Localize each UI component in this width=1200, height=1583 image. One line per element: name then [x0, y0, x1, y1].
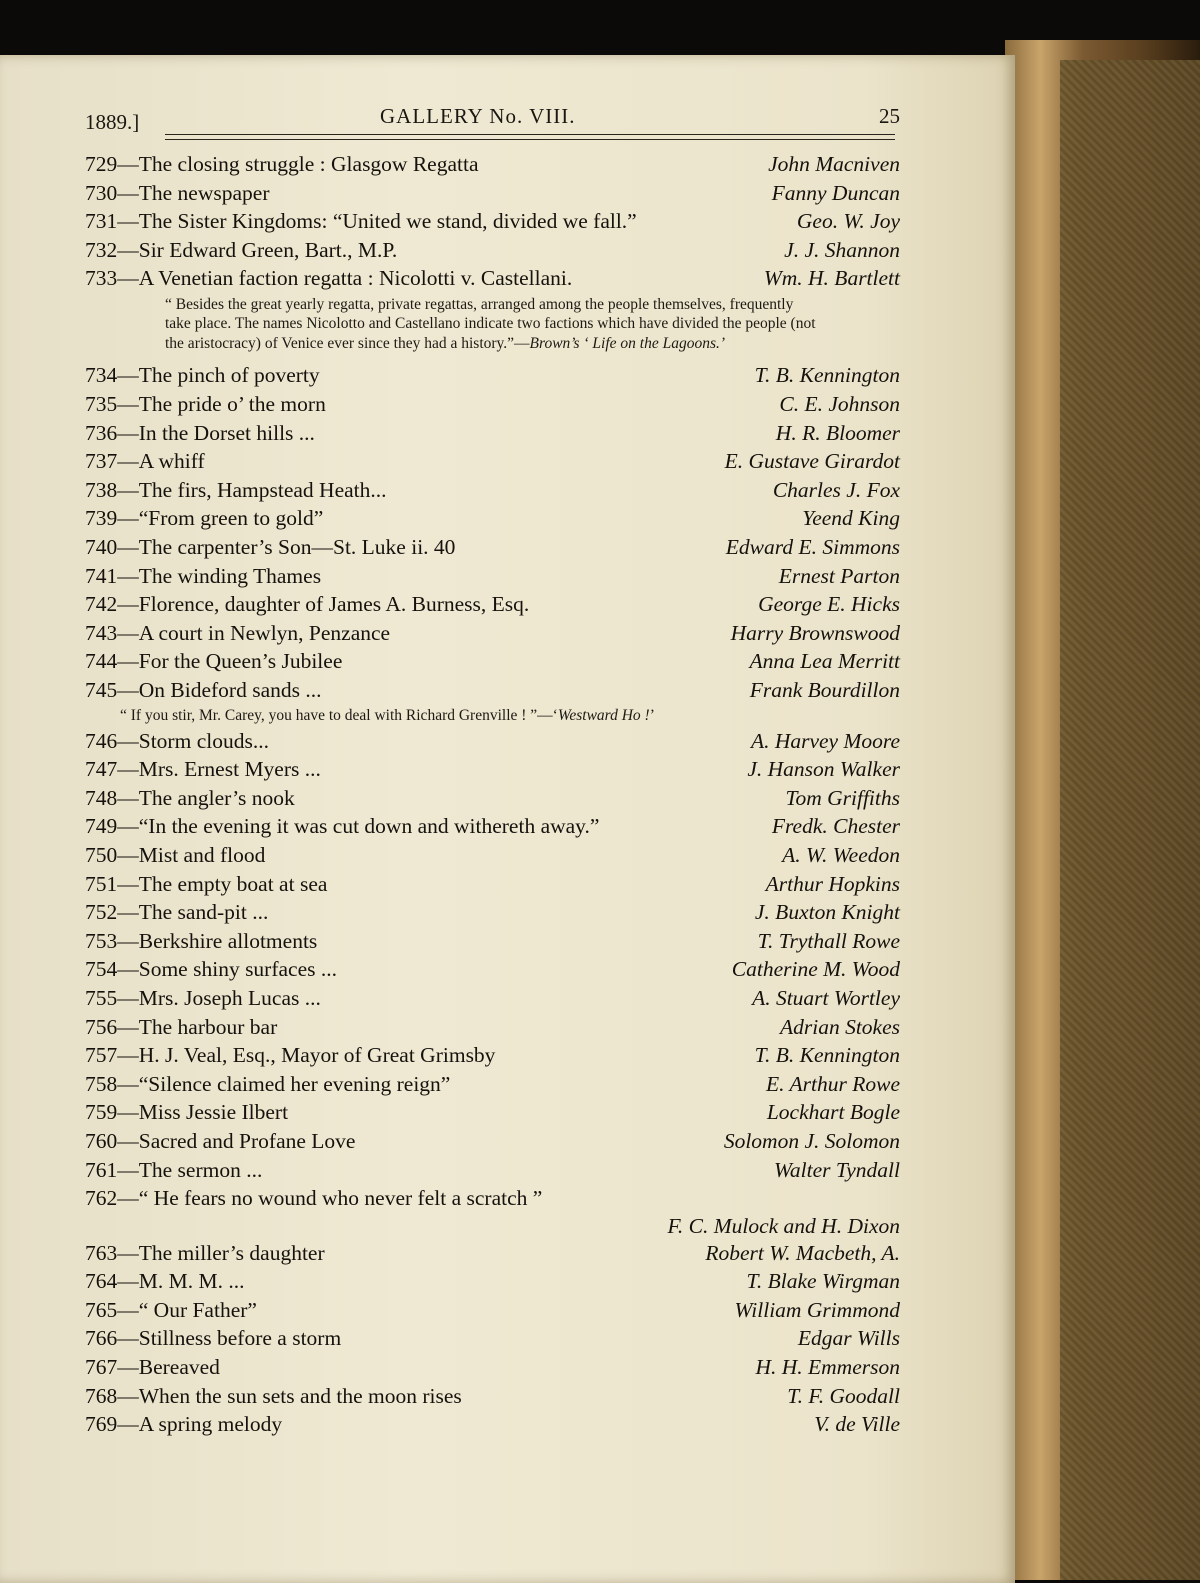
catalogue-list — [85, 150, 900, 1439]
header-gallery-title: GALLERY No. VIII. — [380, 104, 576, 128]
entry-artist: Lockhart Bogle — [766, 1100, 900, 1125]
entry-title: 750—Mist and flood — [85, 842, 266, 867]
catalogue-entry — [85, 812, 900, 841]
catalogue-entry — [85, 755, 900, 784]
entry-artist: H. R. Bloomer — [775, 420, 900, 445]
catalogue-entry — [85, 236, 900, 265]
quote-end: ’ — [649, 706, 655, 724]
entry-artist: T. B. Kennington — [754, 363, 900, 388]
header-year: 1889.] — [85, 110, 140, 134]
entry-artist: E. Gustave Girardot — [724, 449, 900, 474]
catalogue-entry — [85, 179, 900, 208]
entry-title: 732—Sir Edward Green, Bart., M.P. — [85, 237, 398, 262]
entry-artist: J. J. Shannon — [784, 237, 900, 262]
entry-title: 767—Bereaved — [85, 1355, 220, 1380]
catalogue-entry — [85, 984, 900, 1013]
entry-artist: Geo. W. Joy — [796, 209, 900, 234]
entry-artist: Walter Tyndall — [773, 1157, 900, 1182]
page-header — [85, 100, 900, 136]
catalogue-entry — [85, 264, 900, 293]
entry-artist: Anna Lea Merritt — [749, 649, 900, 674]
catalogue-entry — [85, 1156, 900, 1185]
entry-title: 759—Miss Jessie Ilbert — [85, 1100, 289, 1125]
entry-title: 730—The newspaper — [85, 180, 270, 205]
entry-artist: George E. Hicks — [758, 592, 900, 617]
entry-artist: Harry Brownswood — [730, 620, 900, 645]
entry-title: 762—“ He fears no wound who never felt a scratch ” — [85, 1186, 543, 1211]
entry-title: 747—Mrs. Ernest Myers ... — [85, 757, 321, 782]
entry-title: 742—Florence, daughter of James A. Burness, Esq. — [85, 592, 530, 617]
entry-title: 737—A whiff — [85, 449, 205, 474]
header-page-number: 25 — [879, 104, 900, 128]
entry-title: 751—The empty boat at sea — [85, 871, 328, 896]
entry-title: 768—When the sun sets and the moon rises — [85, 1383, 462, 1408]
entry-title: 741—The winding Thames — [85, 563, 322, 588]
catalogue-entry — [85, 1013, 900, 1042]
entry-title: 748—The angler’s nook — [85, 785, 295, 810]
catalogue-entry — [85, 1070, 900, 1099]
entry-title: 766—Stillness before a storm — [85, 1326, 342, 1351]
entry-artist: F. C. Mulock and H. Dixon — [667, 1213, 900, 1238]
entry-title: 740—The carpenter’s Son—St. Luke ii. 40 — [85, 535, 456, 560]
entry-title: 765—“ Our Father” — [85, 1297, 257, 1322]
entry-artist: J. Buxton Knight — [754, 900, 900, 925]
catalogue-entry — [85, 784, 900, 813]
catalogue-entry — [85, 841, 900, 870]
entry-artist: Edgar Wills — [797, 1326, 900, 1351]
catalogue-entry — [85, 898, 900, 927]
catalogue-entry — [85, 870, 900, 899]
entry-artist: Edward E. Simmons — [725, 535, 900, 560]
entry-artist: Fredk. Chester — [771, 814, 900, 839]
catalogue-entry — [85, 1041, 900, 1070]
entry-title: 729—The closing struggle : Glasgow Regatta — [85, 152, 479, 176]
catalogue-entry — [85, 1324, 900, 1353]
catalogue-entry — [85, 562, 900, 591]
entry-title: 755—Mrs. Joseph Lucas ... — [85, 985, 321, 1010]
quote-source: Brown’s ‘ Life on the Lagoons.’ — [529, 334, 726, 352]
entry-artist: T. B. Kennington — [754, 1043, 900, 1068]
entry-title: 734—The pinch of poverty — [85, 363, 320, 388]
entry-artist: Yeend King — [802, 506, 900, 531]
entry-artist: J. Hanson Walker — [747, 757, 900, 782]
entry-artist: T. Trythall Rowe — [757, 928, 900, 953]
quote-source: Westward Ho ! — [557, 706, 650, 724]
catalogue-entry — [85, 1098, 900, 1127]
entry-artist: Arthur Hopkins — [765, 871, 900, 896]
entry-artist: A. W. Weedon — [782, 842, 900, 867]
catalogue-entry — [85, 590, 900, 619]
entry-artist: E. Arthur Rowe — [766, 1071, 900, 1096]
entry-artist: V. de Ville — [814, 1412, 900, 1437]
entry-title: 746—Storm clouds... — [85, 728, 269, 753]
entry-title: 731—The Sister Kingdoms: “United we stand, divided we fall.” — [85, 209, 637, 234]
entry-title: 749—“In the evening it was cut down and withereth away.” — [85, 814, 600, 839]
entry-title: 757—H. J. Veal, Esq., Mayor of Great Grimsby — [85, 1043, 496, 1068]
catalogue-entry — [85, 447, 900, 476]
entry-artist: Solomon J. Solomon — [723, 1128, 900, 1153]
entry-artist: William Grimmond — [734, 1297, 900, 1322]
entry-title: 760—Sacred and Profane Love — [85, 1128, 356, 1153]
catalogue-entry — [85, 419, 900, 448]
book-cover-edge — [1060, 60, 1200, 1580]
entry-quote — [85, 295, 900, 354]
entry-artist: A. Stuart Wortley — [752, 985, 900, 1010]
entry-title: 738—The firs, Hampstead Heath... — [85, 477, 387, 502]
catalogue-entry — [85, 390, 900, 419]
entry-title: 744—For the Queen’s Jubilee — [85, 649, 343, 674]
catalogue-entry — [85, 361, 900, 390]
catalogue-entry — [85, 150, 900, 179]
entry-artist: H. H. Emmerson — [755, 1355, 900, 1380]
entry-title: 761—The sermon ... — [85, 1157, 263, 1182]
entry-artist: Adrian Stokes — [779, 1014, 900, 1039]
entry-title: 733—A Venetian faction regatta : Nicolotti v. Castellani. — [85, 266, 573, 291]
entry-title: 754—Some shiny surfaces ... — [85, 957, 337, 982]
entry-title: 764—M. M. M. ... — [85, 1269, 245, 1294]
entry-title: 752—The sand-pit ... — [85, 900, 269, 925]
catalogue-entry — [85, 1410, 900, 1439]
quote-text: “ If you stir, Mr. Carey, you have to deal with Richard Grenville ! ”—‘ — [120, 706, 558, 724]
entry-artist: Frank Bourdillon — [749, 678, 900, 702]
entry-artist: Catherine M. Wood — [731, 957, 900, 982]
catalogue-entry — [85, 1127, 900, 1156]
catalogue-entry — [85, 504, 900, 533]
catalogue-entry — [85, 955, 900, 984]
catalogue-entry — [85, 1382, 900, 1411]
entry-artist: Robert W. Macbeth, A. — [705, 1240, 900, 1265]
entry-title: 736—In the Dorset hills ... — [85, 420, 315, 445]
entry-artist: Charles J. Fox — [772, 477, 900, 502]
catalogue-entry — [85, 1267, 900, 1296]
catalogue-entry — [85, 1296, 900, 1325]
catalogue-entry — [85, 676, 900, 705]
header-rule — [165, 134, 895, 135]
entry-artist: Wm. H. Bartlett — [763, 266, 900, 291]
entry-artist: T. F. Goodall — [787, 1383, 900, 1408]
entry-title: 758—“Silence claimed her evening reign” — [85, 1071, 451, 1096]
entry-artist: C. E. Johnson — [779, 392, 900, 417]
entry-artist: A. Harvey Moore — [750, 728, 900, 753]
entry-title: 743—A court in Newlyn, Penzance — [85, 620, 391, 645]
entry-title: 769—A spring melody — [85, 1412, 283, 1437]
entry-title: 735—The pride o’ the morn — [85, 392, 326, 417]
entry-title: 745—On Bideford sands ... — [85, 678, 322, 702]
entry-artist: Fanny Duncan — [771, 180, 900, 205]
entry-title: 763—The miller’s daughter — [85, 1240, 325, 1265]
catalogue-entry — [85, 476, 900, 505]
catalogue-entry — [85, 533, 900, 562]
catalogue-entry — [85, 619, 900, 648]
entry-artist: John Macniven — [768, 152, 900, 176]
catalogue-entry — [85, 647, 900, 676]
entry-quote — [85, 705, 900, 727]
entry-title: 756—The harbour bar — [85, 1014, 278, 1039]
catalogue-entry — [85, 927, 900, 956]
entry-title: 739—“From green to gold” — [85, 506, 324, 531]
entry-artist: Ernest Parton — [778, 563, 900, 588]
catalogue-entry — [85, 207, 900, 236]
header-rule — [165, 139, 895, 140]
catalogue-entry — [85, 1353, 900, 1382]
catalogue-entry — [85, 1184, 900, 1213]
entry-artist: T. Blake Wirgman — [746, 1269, 900, 1294]
quote-text: “ Besides the great yearly regatta, private regattas, arranged among the people themselves, frequently take place. The names Nicolotto and Castellano indicate two factions which have divided the people (not the aristocracy) of Venice ever since they had a history.”— — [165, 295, 816, 352]
entry-title: 753—Berkshire allotments — [85, 928, 318, 953]
catalogue-entry — [85, 1239, 900, 1268]
catalogue-entry — [85, 727, 900, 756]
entry-artist: Tom Griffiths — [785, 785, 900, 810]
